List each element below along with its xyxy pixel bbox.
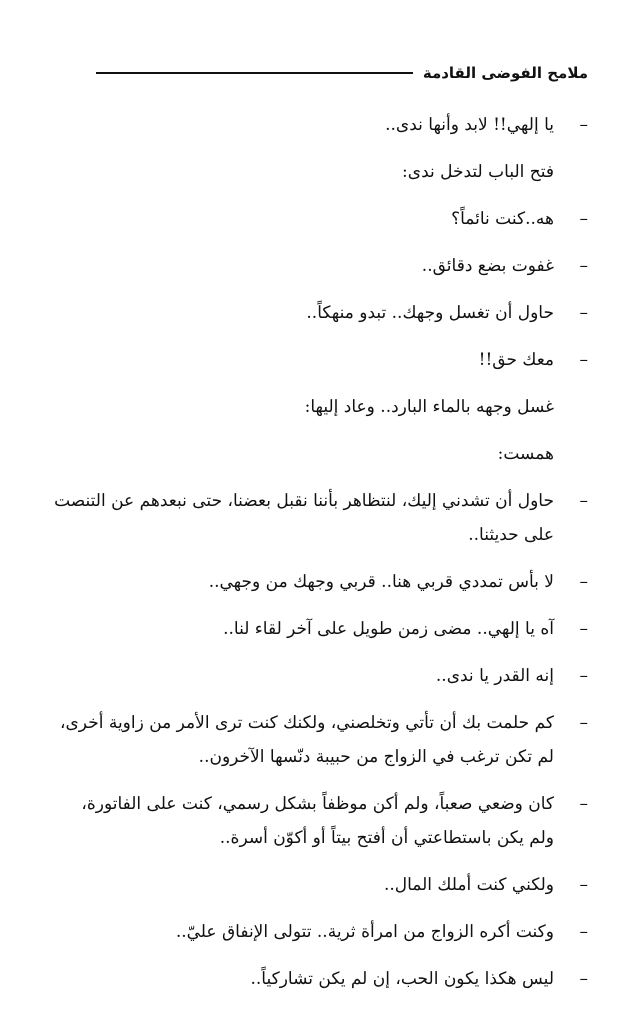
dialogue-line: [52, 565, 588, 599]
dialogue-dash: –: [579, 491, 588, 511]
page-header: [96, 58, 588, 88]
dialogue-dash: –: [579, 969, 588, 989]
paragraph-text: حاول أن تغسل وجهك.. تبدو منهكاً..: [306, 303, 554, 323]
paragraph-text: كم حلمت بك أن تأتي وتخلصني، ولكنك كنت ترى الأمر من زاوية أخرى، لم تكن ترغب في الزواج من حبيبة دنّسها الآخرون..: [60, 713, 554, 767]
dialogue-line: [52, 108, 588, 142]
paragraph-text: كان وضعي صعباً، ولم أكن موظفاً بشكل رسمي، كنت على الفاتورة، ولم يكن باستطاعتي أن أفتح بيتاً أو أكوّن أسرة..: [81, 794, 554, 848]
dialogue-line: [52, 915, 588, 949]
dialogue-line: [52, 484, 588, 552]
dialogue-dash: –: [579, 115, 588, 135]
running-title: ملامح الفوضى القادمة: [422, 64, 588, 82]
paragraph-text: غفوت بضع دقائق..: [421, 256, 554, 276]
header-rule: [96, 72, 413, 74]
dialogue-line: [52, 962, 588, 996]
paragraph-text: ليس هكذا يكون الحب، إن لم يكن تشاركياً..: [250, 969, 554, 989]
dialogue-dash: –: [579, 350, 588, 370]
dialogue-dash: –: [579, 572, 588, 592]
body-text: [52, 108, 588, 1009]
paragraph-text: هه..كنت نائماً؟: [451, 209, 554, 229]
dialogue-line: [52, 787, 588, 855]
paragraph-text: ولكني كنت أملك المال..: [383, 875, 554, 895]
paragraph-text: فتح الباب لتدخل ندى:: [402, 162, 554, 182]
narration-line: [52, 437, 588, 471]
dialogue-line: [52, 868, 588, 902]
narration-line: [52, 390, 588, 424]
dialogue-dash: –: [579, 209, 588, 229]
dialogue-dash: –: [579, 619, 588, 639]
paragraph-text: لا بأس تمددي قربي هنا.. قربي وجهك من وجهي..: [208, 572, 554, 592]
dialogue-line: [52, 249, 588, 283]
paragraph-text: معك حق!!: [478, 350, 554, 370]
paragraph-text: غسل وجهه بالماء البارد.. وعاد إليها:: [304, 397, 554, 417]
dialogue-line: [52, 706, 588, 774]
dialogue-line: [52, 659, 588, 693]
paragraph-text: وكنت أكره الزواج من امرأة ثرية.. تتولى الإنفاق عليّ..: [175, 922, 554, 942]
dialogue-line: [52, 202, 588, 236]
paragraph-text: همست:: [497, 444, 554, 464]
paragraph-text: يا إلهي!! لابد وأنها ندى..: [385, 115, 554, 135]
dialogue-dash: –: [579, 303, 588, 323]
dialogue-line: [52, 296, 588, 330]
narration-line: [52, 155, 588, 189]
dialogue-dash: –: [579, 713, 588, 733]
dialogue-dash: –: [579, 922, 588, 942]
dialogue-line: [52, 612, 588, 646]
dialogue-line: [52, 343, 588, 377]
paragraph-text: حاول أن تشدني إليك، لنتظاهر بأننا نقبل بعضنا، حتى نبعدهم عن التنصت على حديثنا..: [54, 491, 554, 545]
dialogue-dash: –: [579, 666, 588, 686]
paragraph-text: آه يا إلهي.. مضى زمن طويل على آخر لقاء لنا..: [223, 619, 554, 639]
dialogue-dash: –: [579, 794, 588, 814]
paragraph-text: إنه القدر يا ندى..: [435, 666, 554, 686]
dialogue-dash: –: [579, 875, 588, 895]
dialogue-dash: –: [579, 256, 588, 276]
